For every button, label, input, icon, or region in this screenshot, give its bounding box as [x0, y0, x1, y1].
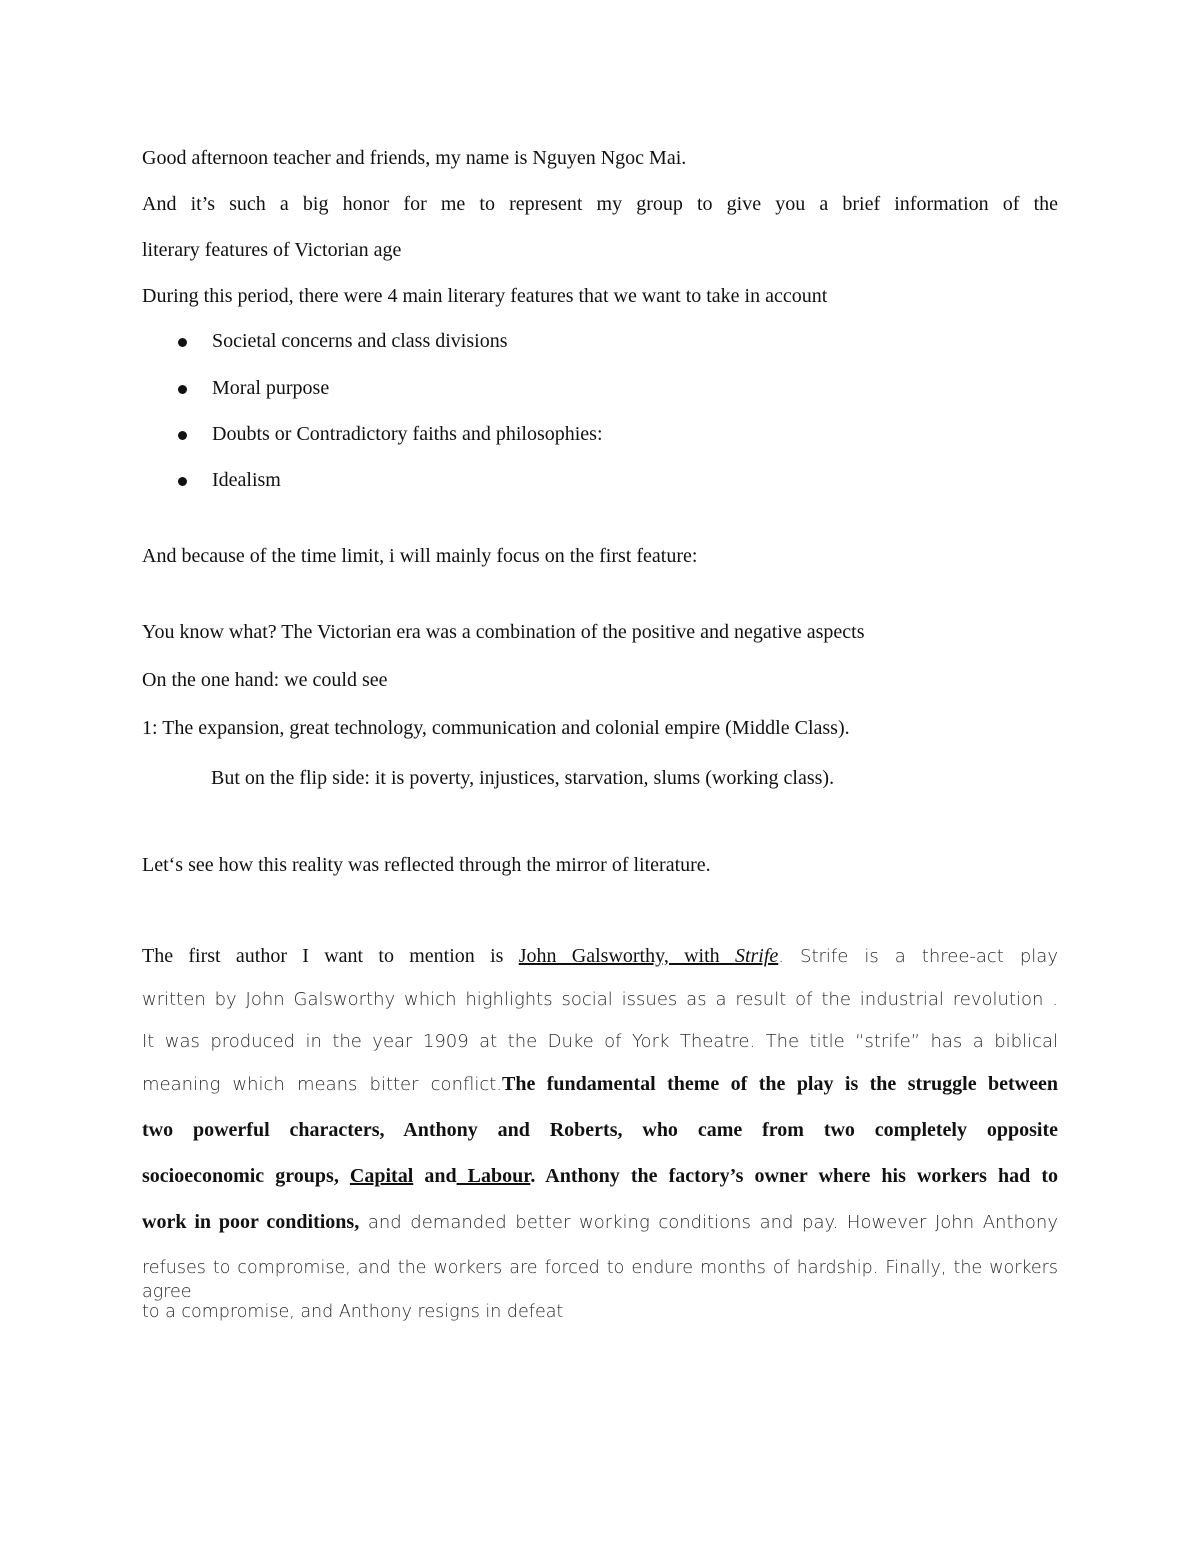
author-line-1 — [142, 944, 1058, 969]
feature-label: Societal concerns and class divisions — [212, 330, 508, 352]
honor-line-2: literary features of Victorian age — [142, 239, 402, 261]
greeting-line: Good afternoon teacher and friends, my name is Nguyen Ngoc Mai. — [142, 147, 687, 169]
author-line-2: written by John Galsworthy which highlights social issues as a result of the industrial revolution . — [142, 989, 1058, 1010]
author-line-9: to a compromise, and Anthony resigns in defeat — [142, 1302, 564, 1322]
one-hand-line: On the one hand: we could see — [142, 669, 388, 691]
labour-term: Labour — [456, 1165, 531, 1187]
bullet-icon — [178, 431, 187, 440]
feature-label: Doubts or Contradictory faiths and philosophies: — [212, 423, 603, 445]
meaning-text: meaning which means bitter conflict. — [142, 1074, 502, 1095]
author-line-7 — [142, 1210, 1058, 1235]
author-line-6 — [142, 1164, 1058, 1188]
focus-line: And because of the time limit, i will mainly focus on the first feature: — [142, 545, 698, 567]
era-combination-line: You know what? The Victorian era was a combination of the positive and negative aspects — [142, 621, 865, 643]
bullet-icon — [178, 338, 187, 347]
author-line-8: refuses to compromise, and the workers are forced to endure months of hardship. Finally, the workers agree — [142, 1258, 1058, 1302]
bullet-icon — [178, 477, 187, 486]
capital-term: Capital — [349, 1165, 414, 1187]
honor-line-1: And it’s such a big honor for me to represent my group to give you a brief information of the — [142, 193, 1058, 215]
owner-text: . Anthony the factory’s owner where his workers had to — [530, 1165, 1059, 1187]
author-line-5: two powerful characters, Anthony and Roberts, who came from two completely opposite — [142, 1119, 1058, 1141]
conditions-text: work in poor conditions, — [142, 1211, 360, 1233]
reflect-line: Let‘s see how this reality was reflected through the mirror of literature. — [142, 854, 711, 876]
author-intro-text: The first author I want to mention is — [142, 945, 519, 967]
feature-label: Idealism — [212, 469, 281, 491]
author-name: John Galsworthy, with — [518, 945, 735, 967]
author-line-4 — [142, 1072, 1058, 1097]
point-1-line: 1: The expansion, great technology, communication and colonial empire (Middle Class). — [142, 717, 850, 739]
play-title: Strife — [734, 945, 779, 967]
feature-label: Moral purpose — [212, 377, 330, 399]
groups-text: socioeconomic groups, — [142, 1165, 350, 1187]
period-line: During this period, there were 4 main literary features that we want to take in account — [142, 285, 828, 307]
and-text: and — [413, 1165, 457, 1187]
demands-text: and demanded better working conditions and pay. However John Anthony — [359, 1212, 1058, 1233]
play-description-text: . Strife is a three-act play — [778, 946, 1058, 967]
bullet-icon — [178, 385, 187, 394]
flip-side-line: But on the flip side: it is poverty, injustices, starvation, slums (working class). — [211, 767, 835, 789]
theme-text: The fundamental theme of the play is the struggle between — [502, 1073, 1058, 1095]
author-line-3: It was produced in the year 1909 at the Duke of York Theatre. The title “strife” has a biblical — [142, 1031, 1058, 1052]
